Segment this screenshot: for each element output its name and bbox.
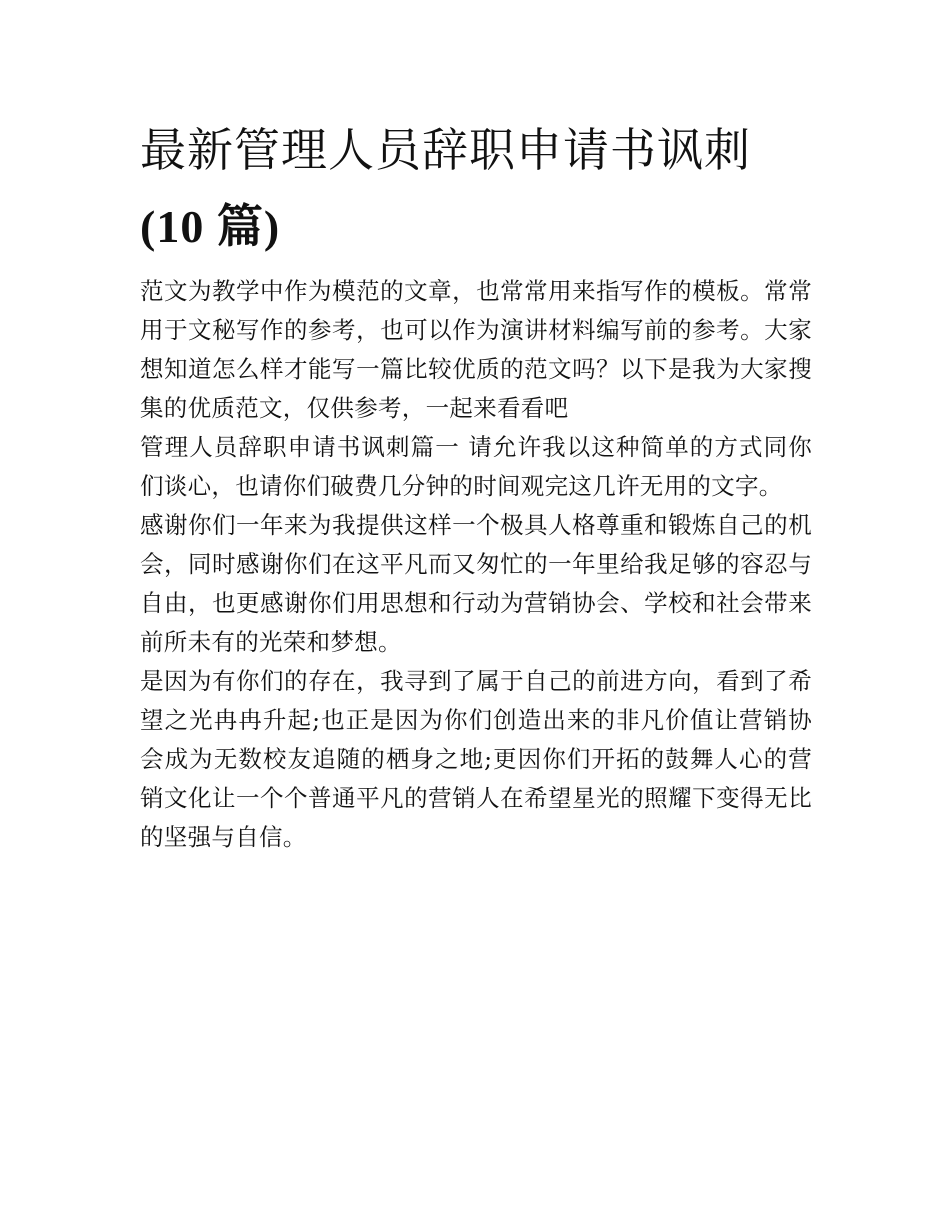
body-paragraph-1: 管理人员辞职申请书讽刺篇一 请允许我以这种简单的方式同你们谈心，也请你们破费几分钟的时间观完这几许无用的文字。 [140, 433, 812, 500]
title-main: 最新管理人员辞职申请书讽刺 [140, 123, 751, 177]
title-count: (10 篇) [140, 201, 281, 252]
body-paragraph-3: 是因为有你们的存在，我寻到了属于自己的前进方向，看到了希望之光冉冉升起;也正是因为你们创造出来的非凡价值让营销协会成为无数校友追随的栖身之地;更因你们开拓的鼓舞人心的营销文化让一个个普通平凡的营销人在希望星光的照耀下变得无比的坚强与自信。 [140, 667, 812, 851]
intro-paragraph: 范文为教学中作为模范的文章，也常常用来指写作的模板。常常用于文秘写作的参考，也可以作为演讲材料编写前的参考。大家想知道怎么样才能写一篇比较优质的范文吗？以下是我为大家搜集的优质范文，仅供参考，一起来看看吧 [140, 277, 812, 422]
document-title [140, 112, 812, 265]
document-page [140, 112, 812, 857]
body-paragraph-2: 感谢你们一年来为我提供这样一个极具人格尊重和锻炼自己的机会，同时感谢你们在这平凡而又匆忙的一年里给我足够的容忍与自由，也更感谢你们用思想和行动为营销协会、学校和社会带来前所未有的光荣和梦想。 [140, 511, 812, 656]
